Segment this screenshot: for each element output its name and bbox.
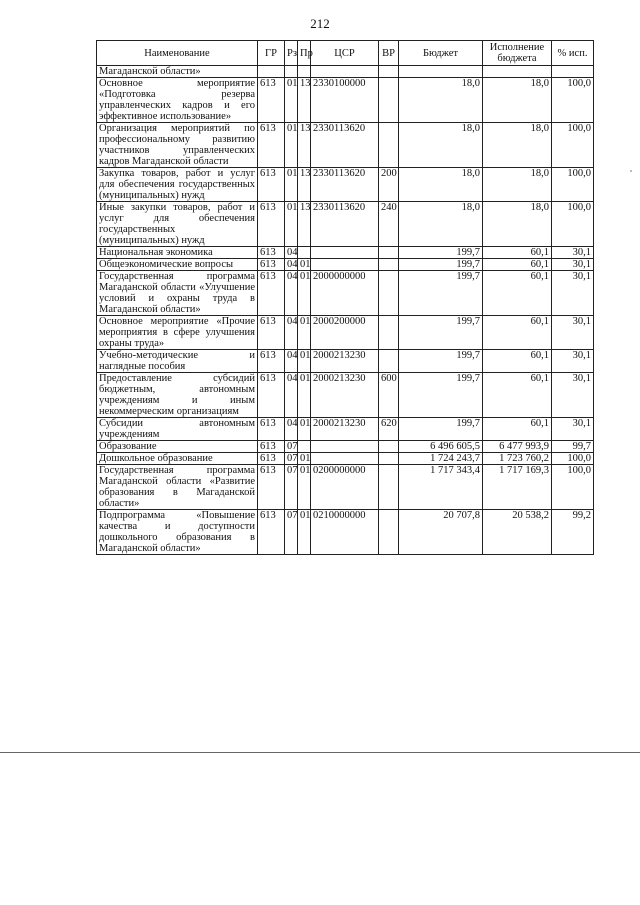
cell-vr: 200	[379, 168, 399, 202]
cell-pr: 13	[298, 123, 311, 168]
cell-rz: 01	[285, 123, 298, 168]
cell-execution	[483, 66, 552, 78]
cell-execution: 60,1	[483, 350, 552, 373]
cell-csr	[311, 66, 379, 78]
cell-percent: 100,0	[552, 202, 594, 247]
cell-gr: 613	[258, 441, 285, 453]
cell-budget	[399, 66, 483, 78]
cell-vr	[379, 78, 399, 123]
cell-vr	[379, 441, 399, 453]
cell-name: Основное мероприятие «Подготовка резерва управленческих кадров и его эффективное использование»	[97, 78, 258, 123]
cell-gr: 613	[258, 271, 285, 316]
cell-vr	[379, 350, 399, 373]
cell-vr	[379, 123, 399, 168]
cell-pr: 01	[298, 510, 311, 555]
table-row	[97, 123, 594, 168]
cell-percent: 100,0	[552, 78, 594, 123]
cell-csr: 2330113620	[311, 168, 379, 202]
cell-execution: 1 723 760,2	[483, 453, 552, 465]
cell-budget: 199,7	[399, 350, 483, 373]
cell-budget: 20 707,8	[399, 510, 483, 555]
table-header-row	[97, 41, 594, 66]
header-execution: Исполнение бюджета	[483, 41, 552, 66]
table-row	[97, 78, 594, 123]
cell-name: Иные закупки товаров, работ и услуг для обеспечения государственных (муниципальных) нужд	[97, 202, 258, 247]
cell-percent: 30,1	[552, 373, 594, 418]
cell-gr: 613	[258, 453, 285, 465]
cell-vr	[379, 66, 399, 78]
cell-gr: 613	[258, 123, 285, 168]
cell-rz: 04	[285, 259, 298, 271]
header-gr: ГР	[258, 41, 285, 66]
cell-rz: 07	[285, 453, 298, 465]
cell-gr: 613	[258, 202, 285, 247]
cell-vr	[379, 247, 399, 259]
cell-gr: 613	[258, 78, 285, 123]
cell-vr: 240	[379, 202, 399, 247]
cell-name: Основное мероприятие «Прочие мероприятия в сфере улучшения охраны труда»	[97, 316, 258, 350]
header-name: Наименование	[97, 41, 258, 66]
cell-pr	[298, 66, 311, 78]
table-row	[97, 259, 594, 271]
header-pr: Пр	[298, 41, 311, 66]
cell-pr: 01	[298, 259, 311, 271]
cell-execution: 18,0	[483, 202, 552, 247]
cell-execution: 60,1	[483, 418, 552, 441]
cell-csr: 2000000000	[311, 271, 379, 316]
cell-budget: 18,0	[399, 202, 483, 247]
table-row	[97, 453, 594, 465]
cell-name: Образование	[97, 441, 258, 453]
cell-budget: 199,7	[399, 247, 483, 259]
cell-budget: 18,0	[399, 123, 483, 168]
cell-vr	[379, 271, 399, 316]
table-row	[97, 316, 594, 350]
cell-execution: 60,1	[483, 316, 552, 350]
cell-pr: 01	[298, 418, 311, 441]
cell-name: Государственная программа Магаданской области «Развитие образования в Магаданской области»	[97, 465, 258, 510]
header-vr: ВР	[379, 41, 399, 66]
cell-gr: 613	[258, 418, 285, 441]
cell-pr	[298, 247, 311, 259]
cell-percent: 100,0	[552, 123, 594, 168]
table-row	[97, 66, 594, 78]
cell-gr	[258, 66, 285, 78]
cell-percent: 30,1	[552, 271, 594, 316]
cell-csr: 2000213230	[311, 350, 379, 373]
cell-gr: 613	[258, 465, 285, 510]
cell-gr: 613	[258, 510, 285, 555]
cell-gr: 613	[258, 316, 285, 350]
table-row	[97, 510, 594, 555]
cell-rz: 04	[285, 271, 298, 316]
cell-name: Учебно-методические и наглядные пособия	[97, 350, 258, 373]
cell-budget: 6 496 605,5	[399, 441, 483, 453]
cell-name: Дошкольное образование	[97, 453, 258, 465]
cell-vr: 620	[379, 418, 399, 441]
table-row	[97, 271, 594, 316]
cell-name: Закупка товаров, работ и услуг для обеспечения государственных (муниципальных) нужд	[97, 168, 258, 202]
cell-execution: 18,0	[483, 123, 552, 168]
cell-execution: 60,1	[483, 259, 552, 271]
cell-name: Подпрограмма «Повышение качества и доступности дошкольного образования в Магаданской области»	[97, 510, 258, 555]
cell-csr: 2000213230	[311, 373, 379, 418]
cell-pr: 13	[298, 78, 311, 123]
cell-vr	[379, 465, 399, 510]
cell-pr: 01	[298, 350, 311, 373]
cell-name: Организация мероприятий по профессиональному развитию участников управленческих кадров Магаданской области	[97, 123, 258, 168]
cell-execution: 6 477 993,9	[483, 441, 552, 453]
page-number: 212	[310, 16, 330, 31]
cell-execution: 60,1	[483, 373, 552, 418]
cell-vr	[379, 316, 399, 350]
cell-rz	[285, 66, 298, 78]
cell-execution: 1 717 169,3	[483, 465, 552, 510]
cell-execution: 60,1	[483, 247, 552, 259]
table-row	[97, 441, 594, 453]
cell-rz: 07	[285, 441, 298, 453]
cell-percent: 30,1	[552, 316, 594, 350]
cell-budget: 1 724 243,7	[399, 453, 483, 465]
cell-csr: 0200000000	[311, 465, 379, 510]
budget-execution-table	[96, 40, 594, 555]
cell-csr	[311, 453, 379, 465]
page-bottom-rule	[0, 752, 640, 753]
cell-gr: 613	[258, 259, 285, 271]
cell-vr: 600	[379, 373, 399, 418]
cell-budget: 18,0	[399, 168, 483, 202]
cell-execution: 20 538,2	[483, 510, 552, 555]
cell-percent: 30,1	[552, 350, 594, 373]
cell-pr: 01	[298, 271, 311, 316]
cell-csr: 2000213230	[311, 418, 379, 441]
cell-budget: 199,7	[399, 418, 483, 441]
cell-percent: 100,0	[552, 168, 594, 202]
cell-budget: 199,7	[399, 316, 483, 350]
table-row	[97, 247, 594, 259]
cell-percent: 100,0	[552, 453, 594, 465]
cell-execution: 18,0	[483, 168, 552, 202]
cell-rz: 04	[285, 373, 298, 418]
cell-csr: 0210000000	[311, 510, 379, 555]
cell-name: Субсидии автономным учреждениям	[97, 418, 258, 441]
cell-pr: 01	[298, 465, 311, 510]
cell-rz: 04	[285, 418, 298, 441]
cell-vr	[379, 259, 399, 271]
scan-mark	[630, 170, 632, 172]
cell-csr: 2330113620	[311, 123, 379, 168]
cell-rz: 04	[285, 247, 298, 259]
cell-csr: 2330113620	[311, 202, 379, 247]
cell-budget: 18,0	[399, 78, 483, 123]
cell-gr: 613	[258, 168, 285, 202]
cell-name: Национальная экономика	[97, 247, 258, 259]
header-rz: Рз	[285, 41, 298, 66]
cell-name: Магаданской области»	[97, 66, 258, 78]
cell-vr	[379, 510, 399, 555]
cell-budget: 199,7	[399, 271, 483, 316]
table-body	[97, 66, 594, 555]
table-row	[97, 168, 594, 202]
cell-gr: 613	[258, 247, 285, 259]
cell-gr: 613	[258, 350, 285, 373]
cell-execution: 18,0	[483, 78, 552, 123]
cell-gr: 613	[258, 373, 285, 418]
table-row	[97, 418, 594, 441]
header-percent: % исп.	[552, 41, 594, 66]
cell-name: Общеэкономические вопросы	[97, 259, 258, 271]
table-row	[97, 465, 594, 510]
cell-rz: 07	[285, 510, 298, 555]
cell-percent	[552, 66, 594, 78]
cell-budget: 1 717 343,4	[399, 465, 483, 510]
cell-csr	[311, 259, 379, 271]
cell-csr: 2000200000	[311, 316, 379, 350]
cell-percent: 30,1	[552, 259, 594, 271]
cell-rz: 04	[285, 316, 298, 350]
cell-budget: 199,7	[399, 373, 483, 418]
table-row	[97, 202, 594, 247]
cell-percent: 99,2	[552, 510, 594, 555]
cell-pr: 01	[298, 316, 311, 350]
cell-percent: 30,1	[552, 247, 594, 259]
cell-percent: 100,0	[552, 465, 594, 510]
header-csr: ЦСР	[311, 41, 379, 66]
cell-name: Предоставление субсидий бюджетным, автономным учреждениям и иным некоммерческим организациям	[97, 373, 258, 418]
cell-vr	[379, 453, 399, 465]
cell-pr: 01	[298, 373, 311, 418]
cell-pr: 13	[298, 202, 311, 247]
cell-rz: 01	[285, 202, 298, 247]
cell-name: Государственная программа Магаданской области «Улучшение условий и охраны труда в Магаданской области»	[97, 271, 258, 316]
cell-csr	[311, 247, 379, 259]
header-budget: Бюджет	[399, 41, 483, 66]
table-row	[97, 373, 594, 418]
cell-pr: 01	[298, 453, 311, 465]
cell-percent: 30,1	[552, 418, 594, 441]
cell-rz: 07	[285, 465, 298, 510]
cell-pr: 13	[298, 168, 311, 202]
table-row	[97, 350, 594, 373]
cell-execution: 60,1	[483, 271, 552, 316]
cell-rz: 01	[285, 168, 298, 202]
cell-csr	[311, 441, 379, 453]
cell-csr: 2330100000	[311, 78, 379, 123]
cell-rz: 01	[285, 78, 298, 123]
cell-percent: 99,7	[552, 441, 594, 453]
cell-budget: 199,7	[399, 259, 483, 271]
cell-pr	[298, 441, 311, 453]
cell-rz: 04	[285, 350, 298, 373]
